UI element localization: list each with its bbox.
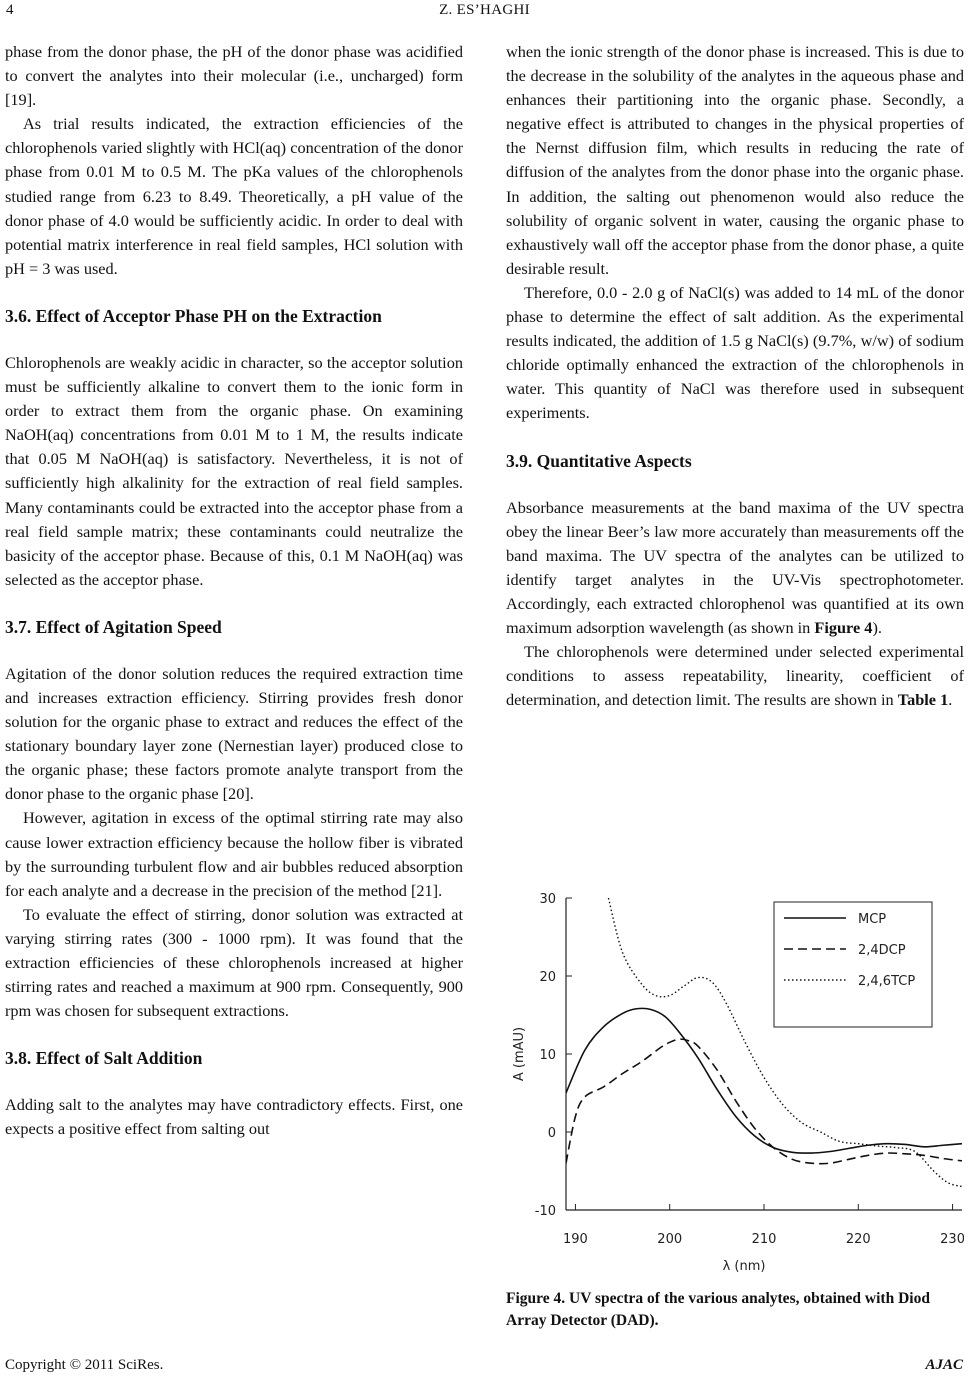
x-tick-label: 220 [845,1232,871,1247]
figure-caption: Figure 4. UV spectra of the various analytes, obtained with Diod Array Detector (DAD). [506,1290,930,1329]
paragraph: Agitation of the donor solution reduces the required extraction time and increases extraction efficiency. Stirring provides fresh donor solution for the organic phase to extract and reduces the effect of the stationary boundary layer zone (Nernestian layer) produced close to the organic phase; these factors promote analyte transport from the donor phase to the organic phase [20]. [5,663,463,804]
section-heading-3-8: 3.8. Effect of Salt Addition [5,1048,203,1069]
paragraph: To evaluate the effect of stirring, donor solution was extracted at varying stirring rates (300 - 1000 rpm). It was found that the extraction efficiencies of these chlorophenols increased at higher stirring rates and reached a maximum at 900 rpm. Consequently, 900 rpm was chosen for subsequent extractions. [5,904,463,1021]
x-tick-label: 230 [940,1232,964,1247]
y-tick-label: 30 [539,892,556,907]
paragraph-text: ). [872,617,882,637]
paragraph-text: Absorbance measurements at the band maxima of the UV spectra obey the linear Beer’s law more accurately than measurements off the band maxima. The UV spectra of the analytes can be utilized to identify target analytes in the UV-Vis spectrophotometer. Accordingly, each extracted chlorophenol was quantified at its own maximum adsorption wavelength (as shown in [506,497,964,637]
right-column [506,40,964,712]
table-reference: Table 1 [897,690,949,710]
figure-reference: Figure 4 [814,617,873,637]
legend-label-mcp: MCP [858,912,887,927]
paragraph: Chlorophenols are weakly acidic in character, so the acceptor solution must be sufficiently alkaline to convert them to the ionic form in order to extract them from the organic phase. On examining NaOH(aq) concentrations from 0.01 M to 1 M, the results indicate that 0.05 M NaOH(aq) is satisfactory. Nevertheless, it is not of sufficiently high alkalinity for the extraction of real field samples. Many contaminants could be extracted into the acceptor phase from a real field sample matrix; these contaminants could neutralize the basicity of the acceptor phase. Because of this, 0.1 M NaOH(aq) was selected as the acceptor phase. [5,352,463,589]
x-tick-label: 200 [657,1232,683,1247]
y-tick-label: 10 [539,1048,556,1063]
legend-box [774,902,932,1027]
paragraph [506,496,964,641]
section-heading-3-9: 3.9. Quantitative Aspects [506,450,692,471]
legend-label-2-4-6tcp: 2,4,6TCP [858,974,916,989]
series-line-mcp [566,1008,962,1153]
legend-label-2-4dcp: 2,4DCP [858,943,906,958]
paragraph-text: . [948,690,953,710]
uv-spectra-chart [506,880,964,1280]
y-tick-label: 0 [547,1126,556,1141]
paragraph: However, agitation in excess of the optimal stirring rate may also cause lower extraction efficiency because the hollow fiber is vibrated by the surrounding turbulent flow and air bubbles reduced absorption for each analyte and a decrease in the precision of the method [21]. [5,808,463,900]
y-tick-label: 20 [539,970,556,985]
section-heading-3-7: 3.7. Effect of Agitation Speed [5,616,222,637]
paragraph [506,640,964,712]
paragraph: Therefore, 0.0 - 2.0 g of NaCl(s) was added to 14 mL of the donor phase to determine the effect of salt addition. As the experimental results indicated, the addition of 1.5 g NaCl(s) (9.7%, w/w) of sodium chloride optimally enhanced the extraction of the chlorophenols in water. This quantity of NaCl was therefore used in subsequent experiments. [506,282,964,423]
paragraph: when the ionic strength of the donor phase is increased. This is due to the decrease in the solubility of the analytes in the aqueous phase and enhances their partitioning into the organic phase. Secondly, a negative effect is attributed to changes in the physical properties of the Nernst diffusion film, which results in reducing the rate of diffusion of the analytes from the donor phase into the organic phase. In addition, the salting out phenomenon would also reduce the solubility of organic solvent in water, causing the organic phase to exhaustively wall off the acceptor phase from the donor phase, a quite desirable result. [506,42,964,278]
page-number: 4 [6,2,14,18]
paragraph: Adding salt to the analytes may have contradictory effects. First, one expects a positive effect from salting out [5,1095,463,1139]
y-axis-label: A (mAU) [512,1026,527,1082]
running-head: Z. ES’HAGHI [439,2,530,18]
section-heading-3-6: 3.6. Effect of Acceptor Phase PH on the Extraction [5,305,382,326]
x-tick-label: 210 [751,1232,777,1247]
journal-abbrev: AJAC [925,1357,963,1373]
paragraph: As trial results indicated, the extraction efficiencies of the chlorophenols varied slightly with HCl(aq) concentration of the donor phase from 0.01 M to 0.5 M. The pKa values of the chlorophenols studied range from 6.23 to 8.49. Theoretically, a pH value of the donor phase of 4.0 would be sufficiently acidic. In order to deal with potential matrix interference in real field samples, HCl solution with pH = 3 was used. [5,114,463,278]
left-column [5,40,463,1141]
x-axis-label: λ (nm) [722,1259,766,1274]
paragraph: phase from the donor phase, the pH of the donor phase was acidified to convert the analytes into their molecular (i.e., uncharged) form [19]. [5,42,463,110]
x-tick-label: 190 [563,1232,588,1247]
copyright: Copyright © 2011 SciRes. [5,1357,164,1373]
paragraph-text: The chlorophenols were determined under selected experimental conditions to assess repeatability, linearity, coefficient of determination, and detection limit. The results are shown in [506,642,964,710]
y-tick-label: -10 [534,1204,556,1219]
figure-4 [506,880,964,1300]
